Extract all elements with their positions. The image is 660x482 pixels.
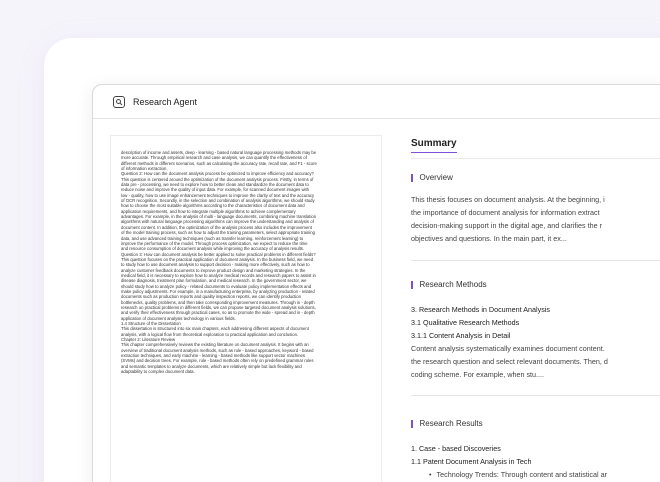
document-text-line: different methods in different scenarios, such as calculating the accuracy rate, recall rate, and F1 - score xyxy=(121,160,317,166)
summary-divider xyxy=(411,158,660,159)
methods-subsubheading: 3.1.1 Content Analysis in Detail xyxy=(411,331,511,340)
document-text-line: and resource consumption of document analysis while improving the accuracy of analysis results. xyxy=(121,246,305,252)
document-text-line: Chapter 2: Literature Review xyxy=(121,337,176,343)
document-text-line: algorithms with natural language processing algorithms can improve the understanding and analysis of xyxy=(121,219,314,225)
summary-tab[interactable]: Summary xyxy=(411,138,457,153)
document-text-line: should study how to analyze policy - related documents to evaluate policy implementation effects and xyxy=(121,283,312,289)
document-text-line: This question is centered around the optimization of the document analysis process. Firstly, in terms of xyxy=(121,176,314,182)
results-subheading: 1.1 Patent Document Analysis in Tech xyxy=(411,457,532,466)
methods-header-label: Research Methods xyxy=(419,280,487,289)
section-accent-bar xyxy=(411,174,413,182)
app-window xyxy=(92,84,660,482)
document-text-line: application of document analysis technology in various fields. xyxy=(121,315,236,321)
summary-panel xyxy=(411,133,660,479)
section-divider xyxy=(411,395,660,396)
section-accent-bar xyxy=(411,420,413,428)
document-text-line: Question 2: How can the document analysis process be optimized to improve efficiency and accuracy? xyxy=(121,171,314,177)
document-text-line: and verify their effectiveness through practical cases, so as to promote the wide - spread and in - depth xyxy=(121,310,315,316)
document-text-line: analyze customer feedback documents to improve product design and marketing strategies. In the xyxy=(121,267,306,273)
document-text-line: more accurate. Through empirical research and case analysis, we can quantify the effectiveness of xyxy=(121,155,307,161)
document-text-line: reduce noise and improve the quality of input data. For example, for scanned document images with xyxy=(121,187,310,193)
document-text-line: make policy adjustments. For example, in a manufacturing enterprise, by analyzing production - related xyxy=(121,288,315,294)
document-text-line: This question focuses on the practical application of document analysis. In the business field, we need xyxy=(121,256,314,262)
document-text-line: extraction techniques, and early machine - learning - based methods like support vector machines xyxy=(121,353,306,359)
document-text-line: bottlenecks, quality problems, and then take corresponding improvement measures. Through in - depth xyxy=(121,299,315,305)
document-text-line: data, and use advanced training techniques (such as transfer learning, reinforcement learning) to xyxy=(121,235,304,241)
methods-heading: 3. Research Methods in Document Analysis xyxy=(411,305,551,314)
document-text-line: This dissertation is structured into six main chapters, each addressing different aspects of document xyxy=(121,326,309,332)
app-title: Research Agent xyxy=(133,96,198,107)
overview-line: decision-making support in the digital age, and clarifies the r xyxy=(411,221,602,230)
document-text-line: improve the performance of the model. Through process optimization, we expect to reduce the time xyxy=(121,240,308,246)
document-text-line: disease diagnosis, treatment plan formulation, and medical research. In the government sector, we xyxy=(121,278,307,284)
document-text-line: of information extraction. xyxy=(121,166,168,172)
methods-line: coding scheme. For example, when stu.... xyxy=(411,370,545,379)
document-text-line: to study how to use document analysis to support decision - making more effectively, such as how to xyxy=(121,262,310,268)
section-accent-bar xyxy=(411,281,413,289)
document-text-line: 1.4 Structure of the Dissertation xyxy=(121,321,181,326)
overview-header-label: Overview xyxy=(419,173,453,182)
methods-subheading: 3.1 Qualitative Research Methods xyxy=(411,318,520,327)
methods-line: the research question and select relevant documents. Then, d xyxy=(411,357,608,366)
document-viewer[interactable] xyxy=(110,135,382,482)
methods-line: Content analysis systematically examines document content. xyxy=(411,344,605,353)
document-text-line: and semantic templates to analyze documents, which are relatively simple but lack flexibility and xyxy=(121,363,302,369)
document-text-line: documents such as production reports and quality inspection reports, we can identify production xyxy=(121,294,302,300)
document-text-line: how to choose the most suitable algorithms according to the characteristics of document data and xyxy=(121,203,305,209)
section-divider xyxy=(411,260,660,261)
document-text-line: overview of traditional document analysis methods, such as rule - based approaches, keyword - based xyxy=(121,347,314,353)
document-text-line: medical field, it is necessary to explore how to analyze medical records and research papers to assist in xyxy=(121,272,316,278)
document-text-line: adaptability to complex document data. xyxy=(121,369,195,375)
title-bar xyxy=(93,85,660,119)
document-text-line: research on practical problems in different fields, we can propose targeted document analysis solutions, xyxy=(121,304,316,310)
document-text-line: description of income and assets, deep - learning - based natural language processing methods may be xyxy=(121,150,317,155)
overview-line: This thesis focuses on document analysis. At the beginning, i xyxy=(411,195,605,204)
overview-section-header xyxy=(411,173,660,182)
document-text-line: advantages. For example, in the analysis of multi - language documents, combining machine translation xyxy=(121,214,317,220)
results-section-header xyxy=(411,419,660,428)
overview-line: objectives and questions. In the main part, it ex... xyxy=(411,234,567,243)
document-text-line: document content. In addition, the optimization of the analysis process also includes the improvement xyxy=(121,224,312,230)
overview-text xyxy=(411,193,660,245)
results-bullet-text: Technology Trends: Through content and statistical ar xyxy=(436,470,608,479)
methods-text xyxy=(411,342,660,381)
document-text-line: (SVMs) and decision trees. For example, rule - based methods often rely on predefined grammar rules xyxy=(121,358,314,364)
research-agent-logo-icon xyxy=(113,96,125,108)
methods-section-header xyxy=(411,280,660,289)
results-bullet xyxy=(429,470,607,479)
results-heading: 1. Case - based Discoveries xyxy=(411,444,501,453)
results-header-label: Research Results xyxy=(419,419,483,428)
document-text-line: low - quality, how to use image enhancement techniques to improve the clarity of text and the accuracy xyxy=(121,192,315,198)
document-text-line: This chapter comprehensively reviews the existing literature on document analysis. It begins with an xyxy=(121,342,309,348)
document-text-line: data pre - processing, we need to explore how to better clean and standardize the document data to xyxy=(121,182,309,188)
overview-line: the importance of document analysis for information extract xyxy=(411,208,600,217)
bullet-dot-icon: • xyxy=(429,470,432,479)
document-text-line: analysis, with a logical flow from theoretical exploration to practical application and conclusion. xyxy=(121,331,299,337)
document-text-line: of the model training process, such as how to adjust the training parameters, select appropriate training xyxy=(121,230,315,236)
document-text-line: of OCR recognition. Secondly, in the selection and combination of analysis algorithms, we should study xyxy=(121,198,315,204)
document-text-line: Question 3: How can document analysis be better applied to solve practical problems in different fields? xyxy=(121,251,316,257)
document-text-line: application requirements, and how to integrate multiple algorithms to achieve complementary xyxy=(121,208,296,214)
